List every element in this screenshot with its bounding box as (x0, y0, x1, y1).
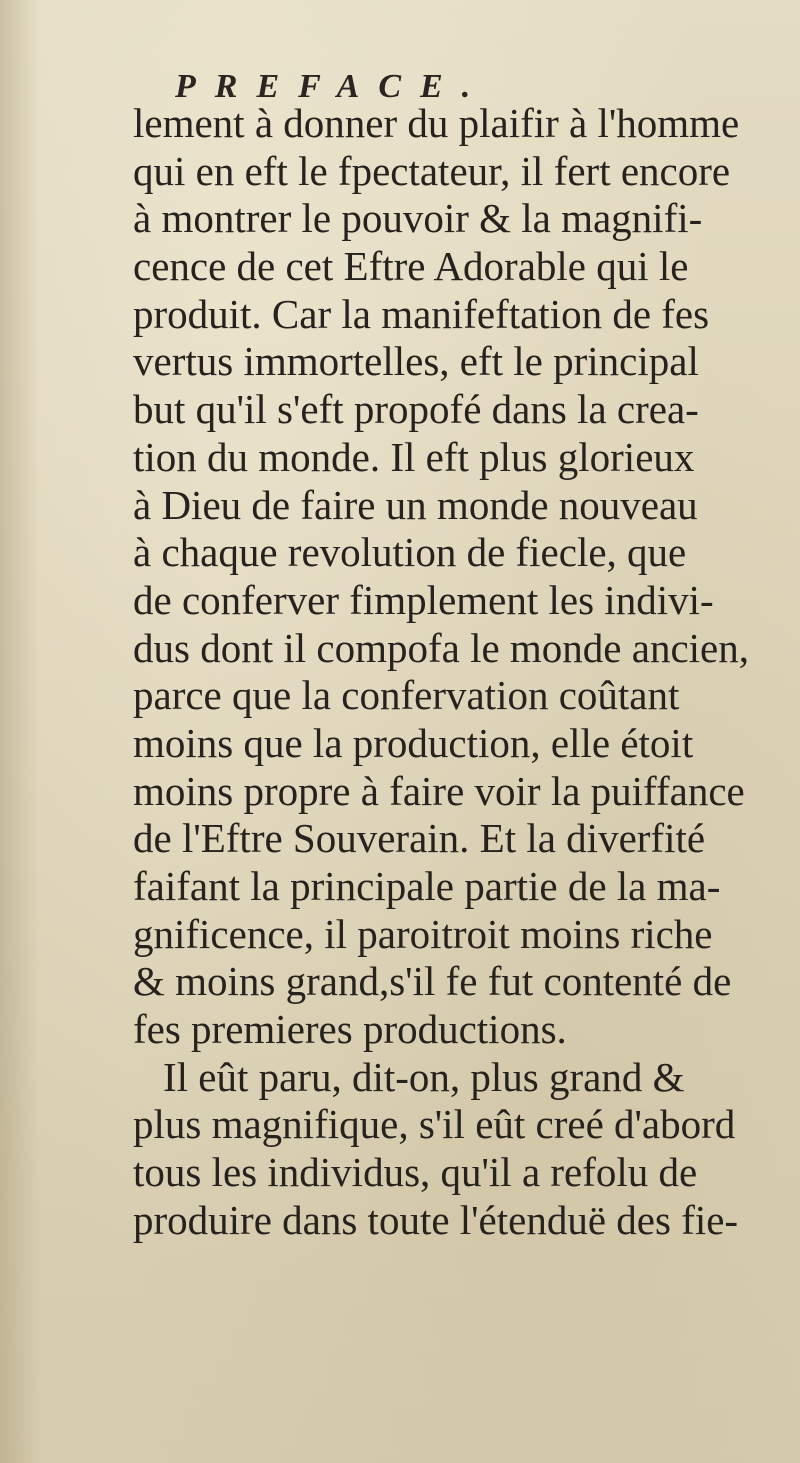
text-line: parce que la confervation coûtant (133, 672, 680, 719)
text-line: vertus immortelles, eft le principal (133, 338, 699, 385)
text-line: gnificence, il paroitroit moins riche (133, 910, 713, 957)
text-line: but qu'il s'eft propofé dans la crea- (133, 386, 699, 433)
text-line: & moins grand,s'il fe fut contenté de (133, 958, 732, 1005)
body-text (0, 100, 800, 1245)
text-line: dus dont il compofa le monde ancien, (133, 624, 749, 671)
text-line: Il eût paru, dit-on, plus grand & (163, 1053, 685, 1100)
text-line: de conferver fimplement les indivi- (133, 576, 714, 623)
text-line: tion du monde. Il eft plus glorieux (133, 433, 695, 480)
text-line: plus magnifique, s'il eût creé d'abord (133, 1101, 736, 1148)
text-line: cence de cet Eftre Adorable qui le (133, 243, 689, 290)
text-line: moins propre à faire voir la puiffance (133, 767, 745, 814)
text-line: à Dieu de faire un monde nouveau (133, 481, 698, 528)
text-line: produit. Car la manifeftation de fes (133, 290, 710, 337)
text-line: produire dans toute l'étenduë des fie- (133, 1196, 739, 1243)
text-line: qui en eft le fpectateur, il fert encore (133, 147, 731, 194)
text-line: fes premieres productions. (133, 1006, 567, 1053)
text-line: à chaque revolution de fiecle, que (133, 529, 687, 576)
text-line: tous les individus, qu'il a refolu de (133, 1149, 698, 1196)
running-head: PREFACE. (175, 68, 490, 105)
text-line: lement à donner du plaifir à l'homme (133, 100, 740, 146)
text-line: moins que la production, elle étoit (133, 719, 694, 766)
text-line: à montrer le pouvoir & la magnifi- (133, 195, 703, 242)
text-line: de l'Eftre Souverain. Et la diverfité (133, 815, 706, 862)
text-line: faifant la principale partie de la ma- (133, 863, 721, 909)
